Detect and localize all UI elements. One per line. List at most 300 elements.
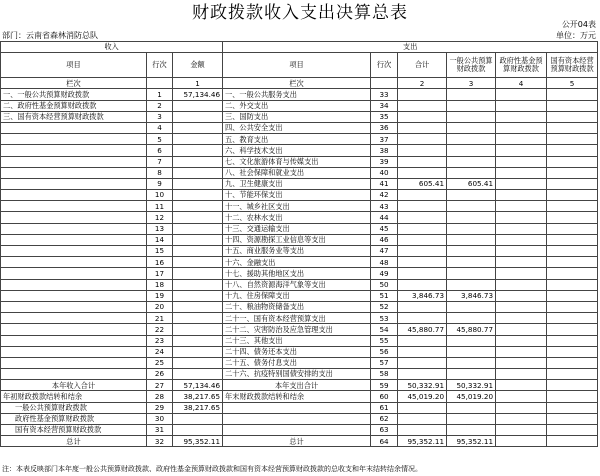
expense-line-cell: 35 xyxy=(371,111,398,122)
expense-state-capital-cell xyxy=(547,279,598,290)
table-row xyxy=(1,190,598,201)
expense-item-cell: 二十一、国有资本经营预算支出 xyxy=(223,313,371,324)
income-amount-cell xyxy=(173,201,223,212)
expense-total-cell xyxy=(398,134,447,145)
income-item-cell xyxy=(1,324,147,335)
table-row xyxy=(1,301,598,312)
column-index-3: 3 xyxy=(447,78,496,89)
table-row xyxy=(1,268,598,279)
income-item-cell xyxy=(1,212,147,223)
final-accounts-table xyxy=(0,41,598,447)
expense-general-cell: 3,846.73 xyxy=(447,290,496,301)
carry-out-line: 60 xyxy=(371,391,398,402)
expense-gov-fund-cell xyxy=(496,100,547,111)
expense-total-cell xyxy=(398,167,447,178)
expense-line-cell: 54 xyxy=(371,324,398,335)
income-item-cell: 一、一般公共预算财政拨款 xyxy=(1,89,147,100)
expense-gov-fund-cell xyxy=(496,335,547,346)
income-total-line: 27 xyxy=(147,380,173,391)
expense-total-line: 59 xyxy=(371,380,398,391)
income-total-row xyxy=(1,380,598,391)
expense-general-cell xyxy=(447,279,496,290)
expense-state-capital-cell xyxy=(547,100,598,111)
expense-item-cell: 二十二、灾害防治及应急管理支出 xyxy=(223,324,371,335)
income-amount-cell xyxy=(173,313,223,324)
unit-label: 单位：万元 xyxy=(556,31,596,40)
expense-item-cell: 八、社会保障和就业支出 xyxy=(223,167,371,178)
table-row xyxy=(1,279,598,290)
carry-over-row xyxy=(1,391,598,402)
income-amount-cell xyxy=(173,279,223,290)
income-line-cell: 1 xyxy=(147,89,173,100)
expense-gov-fund-cell xyxy=(496,234,547,245)
expense-item-cell: 二十三、其他支出 xyxy=(223,335,371,346)
expense-general-cell xyxy=(447,156,496,167)
expense-general-cell xyxy=(447,357,496,368)
expense-line-cell: 53 xyxy=(371,313,398,324)
income-item-cell xyxy=(1,234,147,245)
income-line-cell: 15 xyxy=(147,246,173,257)
income-item-cell xyxy=(1,122,147,133)
income-item-cell xyxy=(1,156,147,167)
expense-gov-fund-cell xyxy=(496,324,547,335)
income-amount-header: 金额 xyxy=(173,53,223,78)
expense-section-header: 支出 xyxy=(223,42,598,53)
expense-gov-fund-cell xyxy=(496,145,547,156)
expense-line-cell: 40 xyxy=(371,167,398,178)
carry-in-amount: 38,217.65 xyxy=(173,391,223,402)
expense-general-cell: 605.41 xyxy=(447,178,496,189)
income-line-cell: 9 xyxy=(147,178,173,189)
expense-state-capital-cell xyxy=(547,167,598,178)
expense-item-cell: 十七、援助其他地区支出 xyxy=(223,268,371,279)
table-row xyxy=(1,156,598,167)
expense-item-cell: 二十、粮油物资储备支出 xyxy=(223,301,371,312)
expense-item-cell: 三、国防支出 xyxy=(223,111,371,122)
expense-gov-fund-cell xyxy=(496,167,547,178)
expense-line-cell: 51 xyxy=(371,290,398,301)
expense-item-cell: 十三、交通运输支出 xyxy=(223,223,371,234)
income-amount-cell xyxy=(173,156,223,167)
department-label: 部门：云南省森林消防总队 xyxy=(2,31,98,40)
expense-line-cell: 48 xyxy=(371,257,398,268)
expense-line-cell: 58 xyxy=(371,369,398,380)
expense-total-cell xyxy=(398,100,447,111)
expense-gov-fund-cell xyxy=(496,223,547,234)
expense-general-cell xyxy=(447,301,496,312)
footnote: 注：本表反映部门本年度一般公共预算财政拨款、政府性基金预算财政拨款和国有资本经营预算财政拨款的总收支和年末结转结余情况。 xyxy=(2,465,422,473)
expense-state-capital-cell xyxy=(547,234,598,245)
income-total-amount: 57,134.46 xyxy=(173,380,223,391)
expense-gov-fund-cell xyxy=(496,268,547,279)
income-amount-cell xyxy=(173,212,223,223)
expense-general-cell xyxy=(447,257,496,268)
table-row xyxy=(1,100,598,111)
expense-gov-fund-cell xyxy=(496,279,547,290)
carry-in-label: 年初财政拨款结转和结余 xyxy=(1,391,147,402)
income-amount-cell xyxy=(173,335,223,346)
expense-state-capital-cell xyxy=(547,89,598,100)
expense-gov-fund-cell xyxy=(496,134,547,145)
expense-total-cell xyxy=(398,301,447,312)
expense-general-cell xyxy=(447,201,496,212)
expense-line-cell: 43 xyxy=(371,201,398,212)
expense-line-cell: 41 xyxy=(371,178,398,189)
expense-gov-fund-cell xyxy=(496,178,547,189)
income-item-cell xyxy=(1,178,147,189)
expense-line-cell: 49 xyxy=(371,268,398,279)
grand-total-line: 32 xyxy=(147,436,173,447)
expense-state-capital-cell xyxy=(547,223,598,234)
expense-gov-fund-cell xyxy=(496,246,547,257)
income-line-header: 行次 xyxy=(147,53,173,78)
expense-gov-fund-cell xyxy=(496,346,547,357)
expense-total-cell xyxy=(398,335,447,346)
expense-general-cell xyxy=(447,268,496,279)
expense-line-cell: 39 xyxy=(371,156,398,167)
carry-sub-row-2 xyxy=(1,413,598,424)
expense-total-cell xyxy=(398,268,447,279)
expense-item-cell: 十六、金融支出 xyxy=(223,257,371,268)
expense-general-cell xyxy=(447,234,496,245)
grand-exp-total: 95,352.11 xyxy=(398,436,447,447)
expense-general-cell xyxy=(447,212,496,223)
income-item-cell: 三、国有资本经营预算财政拨款 xyxy=(1,111,147,122)
income-amount-cell xyxy=(173,190,223,201)
income-amount-cell xyxy=(173,234,223,245)
expense-total-cell xyxy=(398,223,447,234)
expense-line-cell: 44 xyxy=(371,212,398,223)
expense-general-cell xyxy=(447,246,496,257)
sub1-line: 29 xyxy=(147,402,173,413)
income-line-cell: 3 xyxy=(147,111,173,122)
income-line-cell: 4 xyxy=(147,122,173,133)
expense-total-cell xyxy=(398,156,447,167)
income-amount-cell: 57,134.46 xyxy=(173,89,223,100)
expense-state-capital-cell xyxy=(547,178,598,189)
income-line-cell: 25 xyxy=(147,357,173,368)
expense-gov-fund-cell xyxy=(496,257,547,268)
table-row xyxy=(1,111,598,122)
sub2-exp-line: 62 xyxy=(371,413,398,424)
expense-general-cell xyxy=(447,369,496,380)
table-row xyxy=(1,201,598,212)
sub1-exp-line: 61 xyxy=(371,402,398,413)
expense-total-cell: 3,846.73 xyxy=(398,290,447,301)
income-amount-cell xyxy=(173,257,223,268)
expense-line-cell: 55 xyxy=(371,335,398,346)
expense-gov-fund-cell xyxy=(496,111,547,122)
expense-state-capital-cell xyxy=(547,324,598,335)
expense-state-capital-cell xyxy=(547,313,598,324)
income-item-cell xyxy=(1,301,147,312)
income-amount-cell xyxy=(173,346,223,357)
gov-fund-header: 政府性基金预算财政拨款 xyxy=(496,53,547,78)
state-capital-header: 国有资本经营预算财政拨款 xyxy=(547,53,598,78)
expense-state-capital-cell xyxy=(547,346,598,357)
expense-item-cell: 二、外交支出 xyxy=(223,100,371,111)
income-item-cell xyxy=(1,257,147,268)
income-amount-cell xyxy=(173,301,223,312)
income-amount-cell xyxy=(173,111,223,122)
expense-line-cell: 36 xyxy=(371,122,398,133)
expense-general-cell xyxy=(447,100,496,111)
expense-general-cell xyxy=(447,223,496,234)
carry-out-total: 45,019.20 xyxy=(398,391,447,402)
carry-in-line: 28 xyxy=(147,391,173,402)
income-item-cell xyxy=(1,335,147,346)
expense-total-cell xyxy=(398,145,447,156)
expense-item-cell: 四、公共安全支出 xyxy=(223,122,371,133)
income-item-cell xyxy=(1,313,147,324)
income-item-cell xyxy=(1,223,147,234)
table-row xyxy=(1,369,598,380)
expense-total-cell xyxy=(398,89,447,100)
expense-line-cell: 46 xyxy=(371,234,398,245)
expense-state-capital-cell xyxy=(547,134,598,145)
expense-line-cell: 57 xyxy=(371,357,398,368)
expense-item-cell: 一、一般公共服务支出 xyxy=(223,89,371,100)
income-amount-cell xyxy=(173,369,223,380)
column-index-label-2: 栏次 xyxy=(223,78,371,89)
income-line-cell: 22 xyxy=(147,324,173,335)
income-line-cell: 21 xyxy=(147,313,173,324)
expense-state-capital-cell xyxy=(547,301,598,312)
expense-line-cell: 50 xyxy=(371,279,398,290)
expense-item-cell: 九、卫生健康支出 xyxy=(223,178,371,189)
table-row xyxy=(1,257,598,268)
income-item-cell xyxy=(1,268,147,279)
section-header-row xyxy=(1,42,598,53)
table-row xyxy=(1,145,598,156)
table-row xyxy=(1,335,598,346)
income-line-cell: 26 xyxy=(147,369,173,380)
expense-state-capital-cell xyxy=(547,212,598,223)
carry-out-label: 年末财政拨款结转和结余 xyxy=(223,391,371,402)
income-item-cell xyxy=(1,346,147,357)
expense-total-label: 本年支出合计 xyxy=(223,380,371,391)
expense-total-cell xyxy=(398,369,447,380)
table-row xyxy=(1,346,598,357)
expense-item-cell: 十、节能环保支出 xyxy=(223,190,371,201)
income-item-cell xyxy=(1,145,147,156)
expense-general-cell xyxy=(447,190,496,201)
table-row xyxy=(1,234,598,245)
expense-line-cell: 37 xyxy=(371,134,398,145)
income-line-cell: 13 xyxy=(147,223,173,234)
grand-exp-label: 总计 xyxy=(223,436,371,447)
expense-gov-fund-cell xyxy=(496,156,547,167)
expense-line-cell: 47 xyxy=(371,246,398,257)
expense-state-capital-cell xyxy=(547,201,598,212)
grand-total-amount: 95,352.11 xyxy=(173,436,223,447)
carry-sub-row-3 xyxy=(1,425,598,436)
sub3-line: 31 xyxy=(147,425,173,436)
income-line-cell: 16 xyxy=(147,257,173,268)
expense-total-cell xyxy=(398,234,447,245)
expense-gov-fund-cell xyxy=(496,190,547,201)
column-index-label: 栏次 xyxy=(1,78,147,89)
expense-state-capital-cell xyxy=(547,145,598,156)
expense-item-cell: 十九、住房保障支出 xyxy=(223,290,371,301)
expense-total-general: 50,332.91 xyxy=(447,380,496,391)
income-item-cell xyxy=(1,369,147,380)
table-row xyxy=(1,178,598,189)
expense-state-capital-cell xyxy=(547,246,598,257)
column-index-4: 4 xyxy=(496,78,547,89)
expense-state-capital-cell xyxy=(547,290,598,301)
expense-state-capital-cell xyxy=(547,111,598,122)
expense-total-cell xyxy=(398,257,447,268)
expense-gov-fund-cell xyxy=(496,313,547,324)
sub2-line: 30 xyxy=(147,413,173,424)
expense-general-cell xyxy=(447,313,496,324)
income-amount-cell xyxy=(173,122,223,133)
expense-line-cell: 33 xyxy=(371,89,398,100)
expense-gov-fund-cell xyxy=(496,301,547,312)
expense-general-cell xyxy=(447,167,496,178)
expense-total-cell xyxy=(398,212,447,223)
expense-item-cell: 二十六、抗疫特别国债安排的支出 xyxy=(223,369,371,380)
column-index-1: 1 xyxy=(173,78,223,89)
expense-general-cell: 45,880.77 xyxy=(447,324,496,335)
expense-general-cell xyxy=(447,335,496,346)
expense-line-cell: 45 xyxy=(371,223,398,234)
expense-total-cell xyxy=(398,111,447,122)
grand-total-label: 总计 xyxy=(1,436,147,447)
expense-total-cell xyxy=(398,201,447,212)
income-line-cell: 10 xyxy=(147,190,173,201)
income-amount-cell xyxy=(173,145,223,156)
expense-item-cell: 十一、城乡社区支出 xyxy=(223,201,371,212)
income-item-cell xyxy=(1,290,147,301)
income-item-cell xyxy=(1,279,147,290)
expense-gov-fund-cell xyxy=(496,89,547,100)
form-number: 公开04表 xyxy=(561,20,596,29)
carry-sub-row-1 xyxy=(1,402,598,413)
expense-item-cell: 五、教育支出 xyxy=(223,134,371,145)
expense-total-cell xyxy=(398,122,447,133)
income-line-cell: 12 xyxy=(147,212,173,223)
expense-item-cell: 七、文化旅游体育与传媒支出 xyxy=(223,156,371,167)
expense-total-cell xyxy=(398,313,447,324)
expense-total-cell xyxy=(398,190,447,201)
expense-item-cell: 二十四、债务还本支出 xyxy=(223,346,371,357)
expense-total-cell xyxy=(398,279,447,290)
expense-gov-fund-cell xyxy=(496,290,547,301)
income-amount-cell xyxy=(173,324,223,335)
income-line-cell: 23 xyxy=(147,335,173,346)
table-row xyxy=(1,290,598,301)
income-total-label: 本年收入合计 xyxy=(1,380,147,391)
expense-total-cell: 605.41 xyxy=(398,178,447,189)
sub1-amount: 38,217.65 xyxy=(173,402,223,413)
expense-gov-fund-cell xyxy=(496,357,547,368)
expense-line-header: 行次 xyxy=(371,53,398,78)
expense-total-cell xyxy=(398,357,447,368)
income-line-cell: 11 xyxy=(147,201,173,212)
table-row xyxy=(1,122,598,133)
expense-state-capital-cell xyxy=(547,357,598,368)
expense-item-cell: 十二、农林水支出 xyxy=(223,212,371,223)
income-line-cell: 5 xyxy=(147,134,173,145)
income-amount-cell xyxy=(173,100,223,111)
expense-item-cell: 十四、资源勘探工业信息等支出 xyxy=(223,234,371,245)
expense-general-cell xyxy=(447,134,496,145)
income-item-cell xyxy=(1,190,147,201)
expense-general-cell xyxy=(447,89,496,100)
expense-gov-fund-cell xyxy=(496,212,547,223)
income-item-cell xyxy=(1,357,147,368)
income-line-cell: 18 xyxy=(147,279,173,290)
column-index-2: 2 xyxy=(398,78,447,89)
income-amount-cell xyxy=(173,167,223,178)
column-index-5: 5 xyxy=(547,78,598,89)
sub3-exp-line: 63 xyxy=(371,425,398,436)
income-amount-cell xyxy=(173,290,223,301)
sub2-label: 政府性基金预算财政拨款 xyxy=(1,413,147,424)
income-line-cell: 20 xyxy=(147,301,173,312)
grand-exp-line: 64 xyxy=(371,436,398,447)
expense-line-cell: 38 xyxy=(371,145,398,156)
expense-general-cell xyxy=(447,346,496,357)
expense-total-amount: 50,332.91 xyxy=(398,380,447,391)
expense-total-cell xyxy=(398,346,447,357)
expense-item-cell: 十八、自然资源海洋气象等支出 xyxy=(223,279,371,290)
income-amount-cell xyxy=(173,268,223,279)
income-line-cell: 19 xyxy=(147,290,173,301)
expense-state-capital-cell xyxy=(547,335,598,346)
expense-line-cell: 42 xyxy=(371,190,398,201)
income-line-cell: 6 xyxy=(147,145,173,156)
expense-state-capital-cell xyxy=(547,156,598,167)
table-row xyxy=(1,324,598,335)
expense-item-cell: 十五、商业服务业等支出 xyxy=(223,246,371,257)
expense-gov-fund-cell xyxy=(496,122,547,133)
income-amount-cell xyxy=(173,246,223,257)
expense-general-cell xyxy=(447,122,496,133)
income-line-cell: 24 xyxy=(147,346,173,357)
expense-total-cell: 45,880.77 xyxy=(398,324,447,335)
expense-state-capital-cell xyxy=(547,369,598,380)
expense-item-header: 项目 xyxy=(223,53,371,78)
table-row xyxy=(1,212,598,223)
sub3-label: 国有资本经营预算财政拨款 xyxy=(1,425,147,436)
income-item-cell xyxy=(1,134,147,145)
expense-line-cell: 56 xyxy=(371,346,398,357)
table-row xyxy=(1,357,598,368)
column-index-row xyxy=(1,78,598,89)
table-row xyxy=(1,89,598,100)
grand-total-row xyxy=(1,436,598,447)
expense-general-cell xyxy=(447,111,496,122)
income-line-cell: 8 xyxy=(147,167,173,178)
expense-state-capital-cell xyxy=(547,122,598,133)
expense-state-capital-cell xyxy=(547,257,598,268)
income-line-cell: 7 xyxy=(147,156,173,167)
table-row xyxy=(1,246,598,257)
income-item-cell xyxy=(1,246,147,257)
expense-gov-fund-cell xyxy=(496,201,547,212)
income-item-cell: 二、政府性基金预算财政拨款 xyxy=(1,100,147,111)
income-item-cell xyxy=(1,201,147,212)
expense-state-capital-cell xyxy=(547,190,598,201)
table-row xyxy=(1,167,598,178)
income-line-cell: 17 xyxy=(147,268,173,279)
income-amount-cell xyxy=(173,357,223,368)
income-amount-cell xyxy=(173,223,223,234)
expense-general-cell xyxy=(447,145,496,156)
